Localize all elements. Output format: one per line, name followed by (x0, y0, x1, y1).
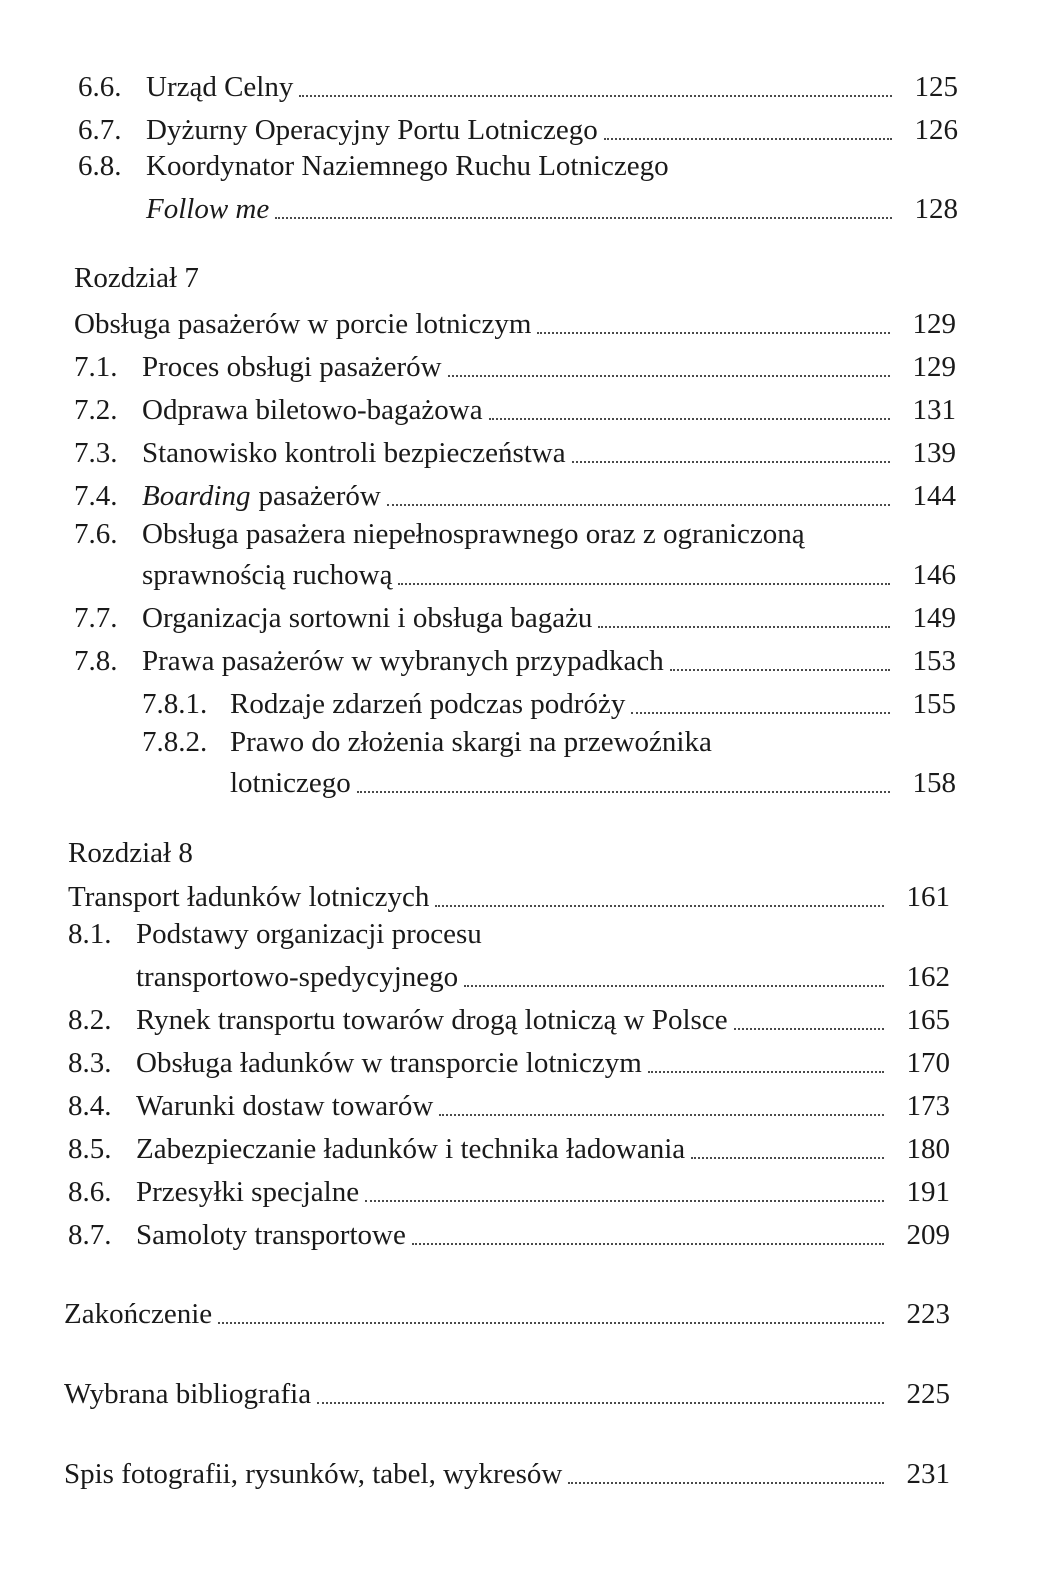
entry-number: 7.2. (74, 393, 118, 426)
entry-title: Proces obsługi pasażerów (142, 350, 442, 383)
entry-page: 126 (914, 113, 958, 146)
entry-title: Rodzaje zdarzeń podczas podróży (230, 687, 626, 720)
toc-entry-line (74, 518, 805, 551)
leader-dots (365, 1199, 884, 1202)
leader-dots (537, 331, 890, 334)
toc-entry (64, 1367, 950, 1411)
entry-number: 7.4. (74, 479, 118, 512)
toc-entry-line (78, 150, 669, 183)
entry-page: 223 (906, 1297, 950, 1330)
entry-title: Przesyłki specjalne (136, 1175, 360, 1208)
entry-title: Prawa pasażerów w wybranych przypadkach (142, 644, 664, 677)
entry-title-continued: transportowo-spedycyjnego (136, 960, 459, 993)
leader-dots (218, 1321, 884, 1324)
leader-dots (648, 1070, 884, 1073)
entry-number: 8.2. (68, 1003, 112, 1036)
leader-dots (734, 1027, 884, 1030)
entry-number: 7.3. (74, 436, 118, 469)
entry-title: Obsługa ładunków w transporcie lotniczym (136, 1046, 642, 1079)
entry-title: Podstawy organizacji procesu (136, 918, 482, 950)
entry-page: 231 (906, 1457, 950, 1490)
entry-page: 191 (906, 1175, 950, 1208)
entry-page: 153 (912, 644, 956, 677)
toc-entry (230, 756, 956, 800)
leader-dots (387, 503, 890, 506)
entry-number: 7.1. (74, 350, 118, 383)
entry-title: Samoloty transportowe (136, 1218, 406, 1251)
entry-page: 170 (906, 1046, 950, 1079)
leader-dots (439, 1113, 884, 1116)
toc-entry (74, 297, 956, 341)
entry-title: pasażerów (258, 479, 381, 512)
toc-entry (142, 677, 956, 721)
toc-entry (78, 103, 958, 147)
toc-entry (146, 182, 958, 226)
entry-page: 144 (912, 479, 956, 512)
leader-dots (464, 984, 884, 987)
toc-entry (64, 1447, 950, 1491)
entry-number: 8.3. (68, 1046, 112, 1079)
entry-page: 149 (912, 601, 956, 634)
entry-number: 8.7. (68, 1218, 112, 1251)
entry-page: 173 (906, 1089, 950, 1122)
entry-page: 162 (906, 960, 950, 993)
entry-title: Transport ładunków lotniczych (68, 880, 430, 913)
toc-entry (68, 993, 950, 1037)
toc-entry (136, 950, 950, 994)
leader-dots (631, 711, 890, 714)
leader-dots (572, 460, 890, 463)
toc-entry (142, 548, 956, 592)
entry-title: Odprawa biletowo-bagażowa (142, 393, 483, 426)
toc-entry (74, 426, 956, 470)
entry-title: Obsługa pasażerów w porcie lotniczym (74, 307, 532, 340)
toc-entry (68, 1165, 950, 1209)
entry-title-continued: Follow me (146, 192, 270, 225)
entry-title: Zabezpieczanie ładunków i technika ładowania (136, 1132, 686, 1165)
toc-entry (74, 340, 956, 384)
entry-page: 129 (912, 350, 956, 383)
toc-entry (68, 1079, 950, 1123)
toc-entry-line (68, 918, 482, 951)
entry-number: 7.7. (74, 601, 118, 634)
leader-dots (398, 582, 890, 585)
entry-page: 180 (906, 1132, 950, 1165)
toc-entry (78, 60, 958, 104)
entry-title-continued: lotniczego (230, 766, 351, 799)
entry-page: 131 (912, 393, 956, 426)
toc-entry (68, 1036, 950, 1080)
leader-dots (489, 417, 890, 420)
entry-number: 6.7. (78, 113, 122, 146)
entry-number: 7.8.1. (142, 687, 208, 720)
toc-entry (68, 870, 950, 914)
entry-number: 7.6. (74, 518, 118, 550)
entry-number: 8.6. (68, 1175, 112, 1208)
entry-page: 129 (912, 307, 956, 340)
leader-dots (670, 668, 890, 671)
toc-entry (68, 1122, 950, 1166)
leader-dots (357, 790, 890, 793)
entry-number: 8.5. (68, 1132, 112, 1165)
entry-title-continued: sprawnością ruchową (142, 558, 393, 591)
entry-title: Prawo do złożenia skargi na przewoźnika (230, 726, 712, 758)
toc-entry (64, 1287, 950, 1331)
leader-dots (317, 1401, 884, 1404)
entry-title: Obsługa pasażera niepełnosprawnego oraz z ograniczoną (142, 518, 805, 550)
entry-title-italic: Boarding (142, 479, 251, 512)
entry-number: 6.8. (78, 150, 122, 182)
chapter-heading: Rozdział 7 (74, 262, 199, 294)
entry-number: 8.1. (68, 918, 112, 950)
leader-dots (435, 904, 884, 907)
toc-entry (68, 1208, 950, 1252)
entry-page: 139 (912, 436, 956, 469)
entry-page: 161 (906, 880, 950, 913)
toc-entry (74, 634, 956, 678)
entry-title: Warunki dostaw towarów (136, 1089, 434, 1122)
entry-page: 155 (912, 687, 956, 720)
entry-page: 225 (906, 1377, 950, 1410)
toc-entry (74, 469, 956, 513)
leader-dots (448, 374, 890, 377)
toc-entry-line (142, 726, 712, 759)
leader-dots (598, 625, 890, 628)
leader-dots (412, 1242, 884, 1245)
leader-dots (299, 94, 892, 97)
leader-dots (691, 1156, 884, 1159)
toc-entry (74, 591, 956, 635)
entry-number: 7.8.2. (142, 726, 208, 758)
entry-page: 158 (912, 766, 956, 799)
entry-title: Dyżurny Operacyjny Portu Lotniczego (146, 113, 598, 146)
entry-title: Zakończenie (64, 1297, 213, 1330)
entry-title: Rynek transportu towarów drogą lotniczą w Polsce (136, 1003, 728, 1036)
toc-entry (74, 383, 956, 427)
leader-dots (604, 137, 892, 140)
entry-title: Organizacja sortowni i obsługa bagażu (142, 601, 593, 634)
entry-page: 209 (906, 1218, 950, 1251)
entry-number: 8.4. (68, 1089, 112, 1122)
entry-page: 125 (914, 70, 958, 103)
entry-title: Stanowisko kontroli bezpieczeństwa (142, 436, 566, 469)
entry-number: 7.8. (74, 644, 118, 677)
entry-title: Koordynator Naziemnego Ruchu Lotniczego (146, 150, 669, 182)
entry-title: Spis fotografii, rysunków, tabel, wykresów (64, 1457, 563, 1490)
leader-dots (275, 216, 892, 219)
entry-number: 6.6. (78, 70, 122, 103)
entry-title: Wybrana bibliografia (64, 1377, 312, 1410)
entry-page: 146 (912, 558, 956, 591)
entry-page: 128 (914, 192, 958, 225)
entry-title: Urząd Celny (146, 70, 294, 103)
chapter-heading: Rozdział 8 (68, 837, 193, 869)
leader-dots (568, 1481, 884, 1484)
entry-page: 165 (906, 1003, 950, 1036)
